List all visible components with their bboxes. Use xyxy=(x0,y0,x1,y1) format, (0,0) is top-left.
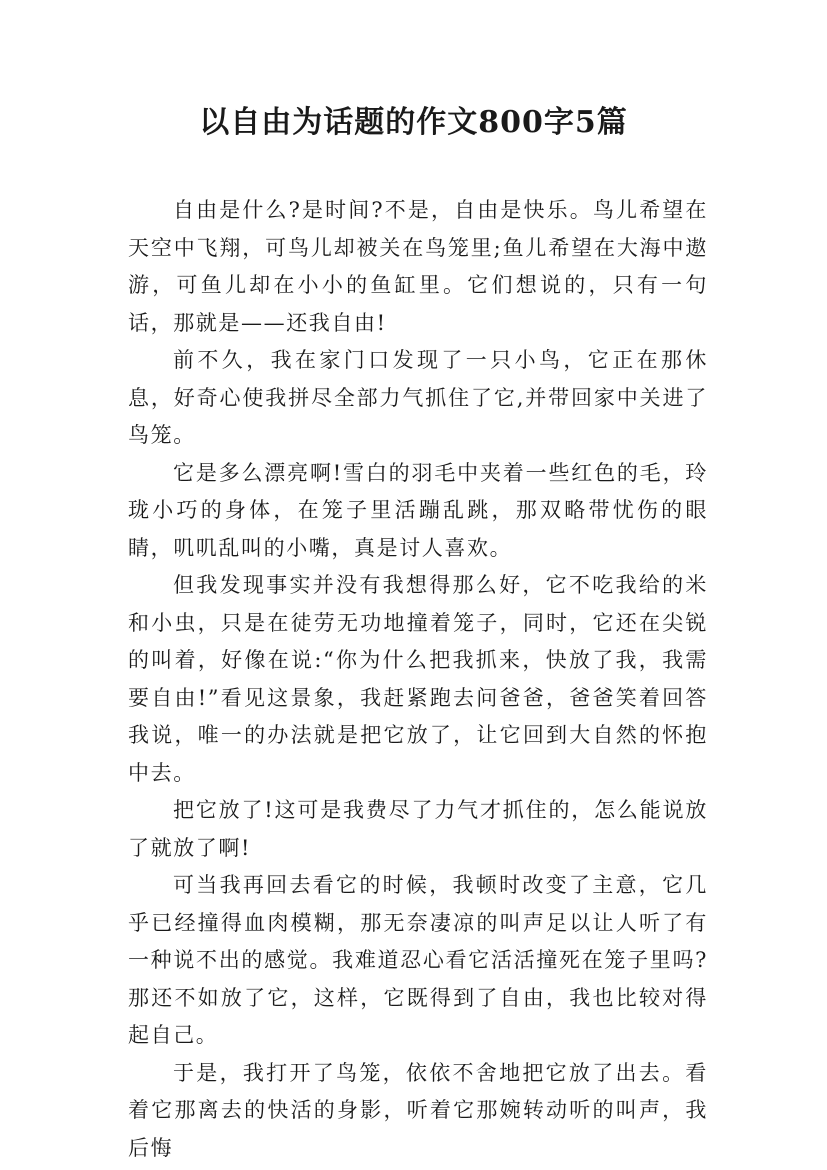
paragraph-4: 但我发现事实并没有我想得那么好，它不吃我给的米和小虫，只是在徒劳无功地撞着笼子，同时，它还在尖锐的叫着，好像在说:“你为什么把我抓来，快放了我，我需要自由!”看见这景象，我赶紧跑去问爸爸，爸爸笑着回答我说，唯一的办法就是把它放了，让它回到大自然的怀抱中去。 xyxy=(128,573,708,785)
paragraph-2: 前不久，我在家门口发现了一只小鸟，它正在那休息，好奇心使我拼尽全部力气抓住了它,并带回家中关进了鸟笼。 xyxy=(128,348,708,447)
paragraph-7: 于是，我打开了鸟笼，依依不舍地把它放了出去。看着它那离去的快活的身影，听着它那婉转动听的叫声，我后悔 xyxy=(128,1060,708,1160)
paragraph-3: 它是多么漂亮啊!雪白的羽毛中夹着一些红色的毛，玲珑小巧的身体，在笼子里活蹦乱跳，那双略带忧伤的眼睛，叽叽乱叫的小嘴，真是讨人喜欢。 xyxy=(128,460,708,560)
document-title: 以自由为话题的作文800字5篇 xyxy=(199,105,628,140)
document-body xyxy=(128,192,708,1167)
paragraph-1: 自由是什么?是时间?不是，自由是快乐。鸟儿希望在天空中飞翔，可鸟儿却被关在鸟笼里;鱼儿希望在大海中遨游，可鱼儿却在小小的鱼缸里。它们想说的，只有一句话，那就是——还我自由! xyxy=(128,198,708,335)
paragraph-5: 把它放了!这可是我费尽了力气才抓住的，怎么能说放了就放了啊! xyxy=(128,798,708,860)
paragraph-6: 可当我再回去看它的时候，我顿时改变了主意，它几乎已经撞得血肉模糊，那无奈凄凉的叫声足以让人听了有一种说不出的感觉。我难道忍心看它活活撞死在笼子里吗?那还不如放了它，这样，它既得到了自由，我也比较对得起自己。 xyxy=(128,873,708,1047)
